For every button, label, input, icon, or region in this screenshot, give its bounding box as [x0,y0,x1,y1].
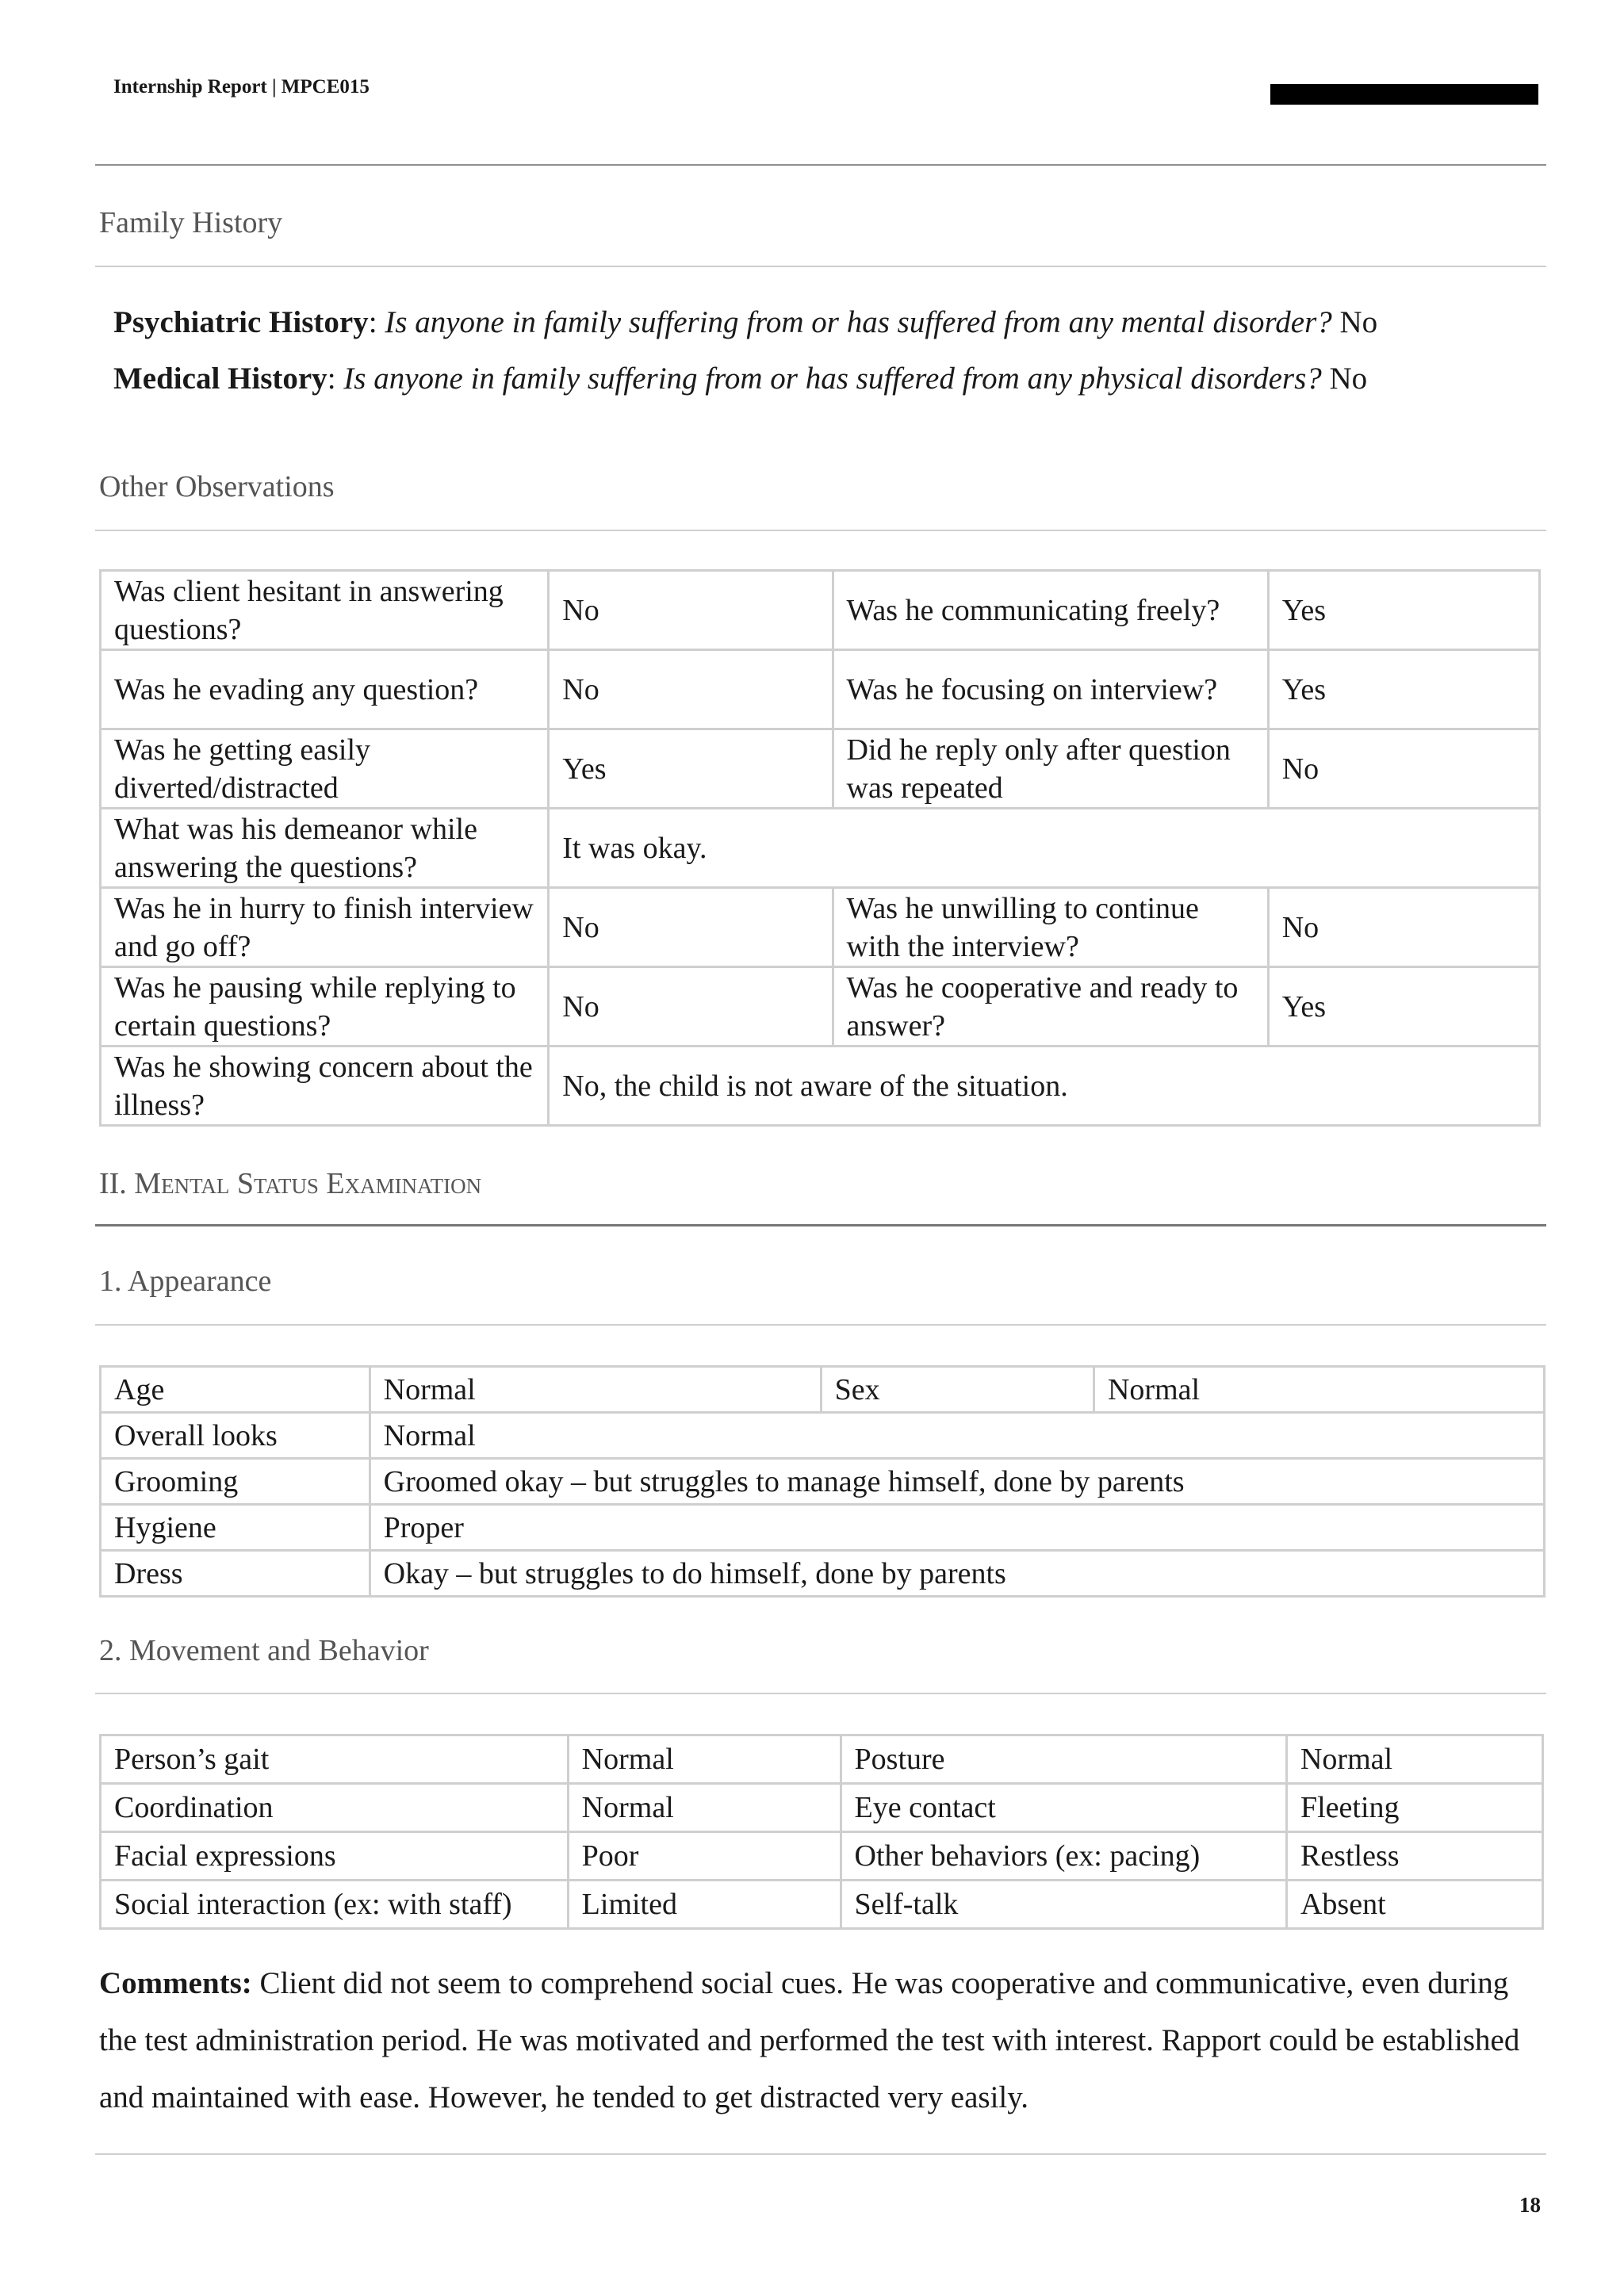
psychiatric-history-line: Psychiatric History: Is anyone in family suffering from or has suffered from any mental disorder? No [113,305,1378,339]
comments-paragraph [99,1955,1534,2126]
medical-history-answer: No [1329,362,1368,396]
observation-answer: Yes [1268,571,1539,650]
observation-question: Was he focusing on interview? [833,650,1268,729]
family-history-heading: Family History [99,206,283,239]
header-divider [95,164,1546,166]
observation-answer: Yes [1268,967,1539,1047]
table-row [101,1881,1543,1929]
movement-value: Fleeting [1286,1784,1542,1832]
appearance-label: Grooming [101,1459,370,1505]
table-row [101,729,1540,809]
appearance-value: Normal [1094,1367,1544,1413]
observation-answer: No [1268,888,1539,967]
medical-history-question: Is anyone in family suffering from or has suffered from any physical disorders? [343,362,1322,396]
appearance-value: Okay – but struggles to do himself, done by parents [370,1551,1544,1597]
movement-label: Facial expressions [101,1832,569,1881]
movement-value: Normal [568,1784,841,1832]
movement-value: Normal [568,1735,841,1784]
psychiatric-history-answer: No [1339,305,1378,339]
table-row [101,650,1540,729]
observation-question: Was he in hurry to finish interview and go off? [101,888,549,967]
observation-question: Was he pausing while replying to certain questions? [101,967,549,1047]
redacted-block [1270,84,1538,105]
appearance-label: Overall looks [101,1413,370,1459]
observation-answer: No [549,967,833,1047]
table-row [101,1413,1545,1459]
table-row [101,1459,1545,1505]
section-divider [95,1693,1546,1694]
movement-label: Social interaction (ex: with staff) [101,1881,569,1929]
movement-label: Coordination [101,1784,569,1832]
observation-question: Was he evading any question? [101,650,549,729]
appearance-table [99,1365,1545,1598]
movement-value: Restless [1286,1832,1542,1881]
appearance-label: Dress [101,1551,370,1597]
psychiatric-history-label: Psychiatric History [113,305,369,339]
movement-value: Normal [1286,1735,1542,1784]
mental-status-examination-heading: II. Mental Status Examination [99,1167,482,1200]
section-divider [95,266,1546,267]
appearance-label: Sex [821,1367,1094,1413]
table-row [101,1551,1545,1597]
movement-value: Absent [1286,1881,1542,1929]
other-observations-heading: Other Observations [99,470,335,503]
section-divider [95,530,1546,531]
table-row [101,1367,1545,1413]
table-row [101,1832,1543,1881]
table-row [101,888,1540,967]
observation-question: Was he cooperative and ready to answer? [833,967,1268,1047]
comments-label: Comments: [99,1966,252,2000]
observation-question: Was he communicating freely? [833,571,1268,650]
movement-value: Limited [568,1881,841,1929]
observation-question: Was he showing concern about the illness? [101,1047,549,1126]
movement-label: Other behaviors (ex: pacing) [841,1832,1286,1881]
table-row [101,1784,1543,1832]
appearance-label: Age [101,1367,370,1413]
appearance-value: Groomed okay – but struggles to manage himself, done by parents [370,1459,1544,1505]
table-row [101,571,1540,650]
movement-behavior-table [99,1734,1544,1930]
observation-answer: No [549,888,833,967]
observation-answer: No, the child is not aware of the situation. [549,1047,1540,1126]
movement-value: Poor [568,1832,841,1881]
observation-answer: Yes [549,729,833,809]
appearance-value: Normal [370,1413,1544,1459]
observation-question: What was his demeanor while answering the questions? [101,809,549,888]
comments-text: Client did not seem to comprehend social cues. He was cooperative and communicative, even during the test administration period. He was motivated and performed the test with interest. Rapport could be established and maintained with ease. However, he tended to get distracted very easily. [99,1966,1520,2114]
section-divider [95,1324,1546,1326]
observation-question: Did he reply only after question was repeated [833,729,1268,809]
table-row [101,1047,1540,1126]
movement-label: Posture [841,1735,1286,1784]
observation-answer: No [1268,729,1539,809]
observation-answer: It was okay. [549,809,1540,888]
observation-answer: No [549,650,833,729]
appearance-heading: 1. Appearance [99,1265,272,1298]
medical-history-label: Medical History [113,362,327,396]
footer-divider [95,2153,1546,2155]
observation-answer: No [549,571,833,650]
movement-label: Person’s gait [101,1735,569,1784]
table-row [101,1735,1543,1784]
table-row [101,1505,1545,1551]
movement-label: Self-talk [841,1881,1286,1929]
appearance-value: Proper [370,1505,1544,1551]
observation-question: Was he unwilling to continue with the interview? [833,888,1268,967]
page-number: 18 [1519,2193,1541,2217]
appearance-value: Normal [370,1367,821,1413]
table-row [101,809,1540,888]
movement-behavior-heading: 2. Movement and Behavior [99,1634,429,1667]
table-row [101,967,1540,1047]
observation-question: Was client hesitant in answering questions? [101,571,549,650]
observation-answer: Yes [1268,650,1539,729]
observation-question: Was he getting easily diverted/distracted [101,729,549,809]
appearance-label: Hygiene [101,1505,370,1551]
medical-history-line: Medical History: Is anyone in family suffering from or has suffered from any physical disorders? No [113,362,1368,396]
observations-table [99,569,1541,1127]
section-divider [95,1224,1546,1226]
report-header-title: Internship Report | MPCE015 [113,76,370,98]
psychiatric-history-question: Is anyone in family suffering from or has suffered from any mental disorder? [385,305,1332,339]
movement-label: Eye contact [841,1784,1286,1832]
